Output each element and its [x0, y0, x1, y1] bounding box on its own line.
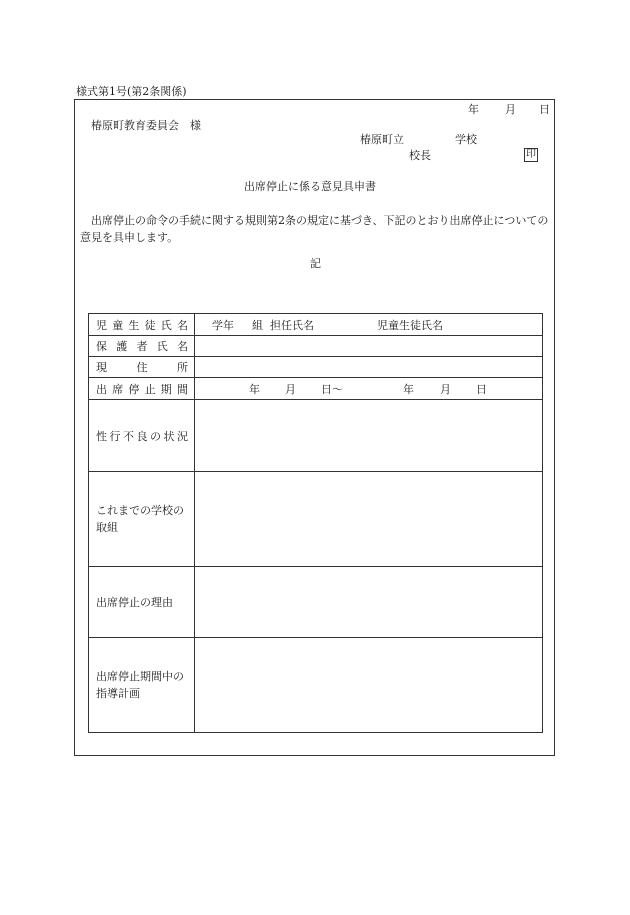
label-suspension-period: 出 席 停 止 期 間 [96, 382, 188, 396]
body-paragraph: 出席停止の命令の手続に関する規則第2条の規定に基づき、下記のとおり出席停止についての意見を具申します。 [80, 214, 549, 244]
grade-label: 学年 [212, 318, 234, 332]
address-field[interactable] [195, 357, 543, 378]
seal-mark: 印 [526, 149, 536, 160]
school-efforts-field[interactable] [195, 472, 543, 567]
suspension-reason-field[interactable] [195, 567, 543, 638]
ki-mark: 記 [310, 257, 321, 270]
label-address: 現 住 所 [96, 361, 188, 374]
label-student-name: 児 童 生 徒 氏 名 [96, 318, 188, 332]
period-end-month: 月 [440, 382, 451, 396]
misconduct-status-field[interactable] [195, 400, 543, 472]
period-end-day: 日 [476, 382, 487, 396]
teacher-name-label: 担任氏名 [270, 318, 314, 332]
label-suspension-reason: 出席停止の理由 [96, 595, 173, 609]
label-guidance-plan: 出席停止期間中の指導計画 [96, 670, 184, 700]
table-row [89, 400, 543, 472]
school-suffix: 学校 [455, 133, 477, 146]
table-row [89, 472, 543, 567]
table-row [89, 378, 543, 400]
label-school-efforts: これまでの学校の取組 [96, 504, 184, 534]
period-end-year: 年 [403, 382, 414, 396]
form-number: 様式第1号(第2条関係) [76, 85, 187, 98]
table-row [89, 567, 543, 638]
label-guardian-name: 保 護 者 氏 名 [96, 340, 188, 353]
principal-title: 校長 [409, 149, 431, 162]
label-misconduct-status: 性 行 不 良 の 状 況 [96, 429, 188, 443]
guidance-plan-field[interactable] [195, 638, 543, 733]
guardian-name-field[interactable] [195, 336, 543, 357]
table-row [89, 357, 543, 378]
class-label: 組 [252, 318, 263, 332]
period-start-month: 月 [285, 382, 296, 396]
student-name-label: 児童生徒氏名 [377, 318, 443, 332]
details-table [88, 313, 543, 733]
date-month: 月 [505, 103, 516, 116]
document-title: 出席停止に係る意見具申書 [244, 180, 376, 193]
addressee: 椿原町教育委員会 様 [91, 119, 201, 132]
suspension-period-field[interactable] [195, 378, 543, 400]
school-prefix: 椿原町立 [360, 133, 404, 146]
period-start-day: 日〜 [321, 382, 343, 396]
table-row [89, 638, 543, 733]
period-start-year: 年 [249, 382, 260, 396]
table-row [89, 314, 543, 336]
date-year: 年 [468, 103, 479, 116]
date-day: 日 [539, 103, 550, 116]
table-row [89, 336, 543, 357]
